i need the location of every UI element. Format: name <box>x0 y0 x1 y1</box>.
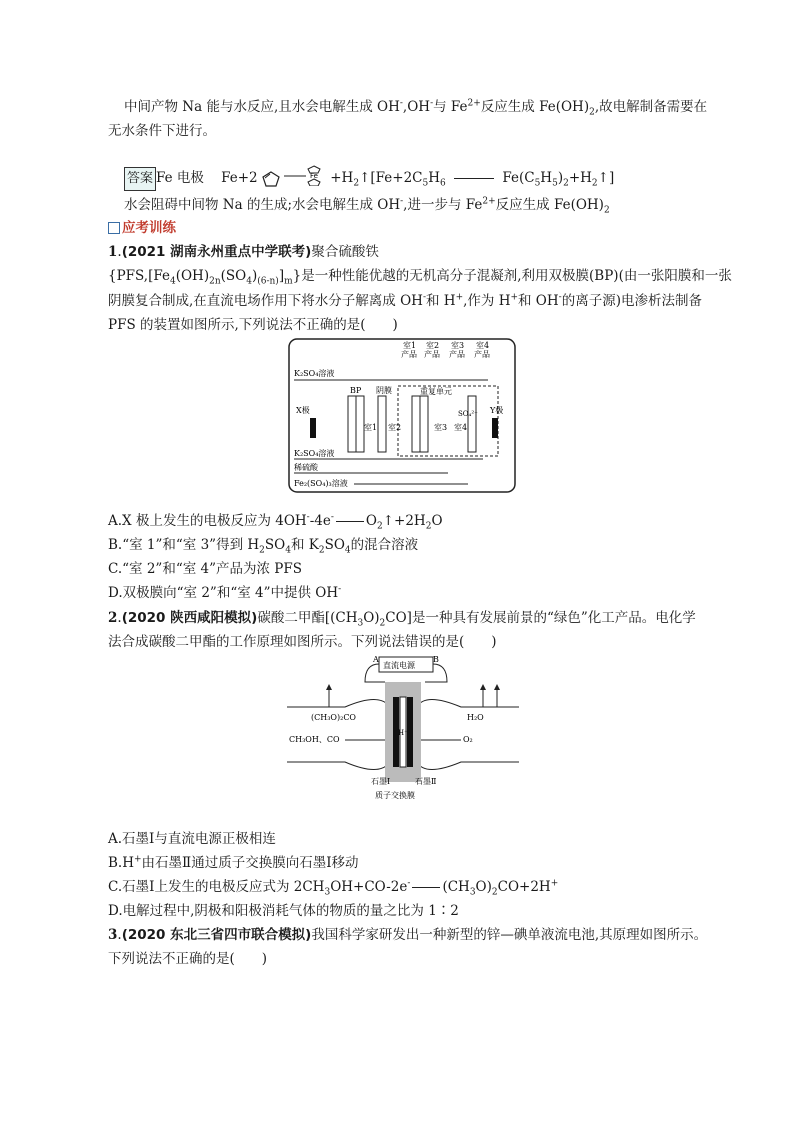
svg-text:X极: X极 <box>296 406 310 415</box>
q1-option-a: A.X 极上发生的电极反应为 4OH--4e- $O_2↑+2H_2O$ <box>108 512 443 532</box>
q3-line-2: 下列说法不正确的是( ) <box>108 951 268 967</box>
svg-text:CH₃OH、CO: CH₃OH、CO <box>289 735 340 744</box>
svg-text:质子交换膜: 质子交换膜 <box>375 791 415 800</box>
svg-text:K₂SO₄溶液: K₂SO₄溶液 <box>294 369 335 378</box>
q1-line-3: 阴膜复合制成,在直流电场作用下将水分子解离成 OH-和 H+,作为 H+和 OH-的离子源)电渗析法制备 <box>108 292 702 309</box>
svg-text:室1: 室1 <box>364 423 378 432</box>
svg-text:BP: BP <box>350 386 362 395</box>
answer-tag: 答案 <box>124 167 156 191</box>
svg-text:室3: 室3 <box>451 341 465 350</box>
section-heading: 应考训练 <box>108 217 176 239</box>
cyclopentadiene-icon <box>262 171 280 187</box>
svg-text:室2: 室2 <box>426 341 440 350</box>
q1-figure <box>288 338 516 494</box>
svg-text:产品: 产品 <box>449 350 465 359</box>
svg-text:石墨Ⅰ: 石墨Ⅰ <box>371 777 391 786</box>
svg-text:直流电源: 直流电源 <box>383 661 415 670</box>
svg-text:室4: 室4 <box>476 341 490 350</box>
q1-option-c: C.“室 2”和“室 4”产品为浓 PFS <box>108 561 302 577</box>
svg-text:A: A <box>373 655 379 664</box>
svg-text:产品: 产品 <box>401 350 417 359</box>
svg-text:室3: 室3 <box>434 423 448 432</box>
q1-option-d: D.双极膜向“室 2”和“室 4”中提供 OH- <box>108 584 342 601</box>
svg-text:(CH₃O)₂CO: (CH₃O)₂CO <box>311 713 356 722</box>
svg-text:室1: 室1 <box>403 341 417 350</box>
svg-text:室2: 室2 <box>388 423 402 432</box>
answer-line-2: 水会阻碍中间物 Na 的生成;水会电解生成 OH-,进一步与 $Fe^{2+}$反应生成 $Fe(OH)_2$ <box>124 196 610 216</box>
svg-text:阴膜: 阴膜 <box>376 386 392 395</box>
q1-heading: 1.(2021 湖南永州重点中学联考)聚合硫酸铁 <box>108 244 379 260</box>
q1-option-b: B.“室 1”和“室 3”得到 $H_2SO_4$和 $K_2SO_4$的混合溶液 <box>108 537 419 556</box>
svg-text:Fe: Fe <box>310 171 319 180</box>
q2-option-c: C.石墨Ⅰ上发生的电极反应式为 $2CH_3OH+CO-2e^-$ $(CH_3O)_2CO+2H^+$ <box>108 878 559 898</box>
svg-text:SO₄²⁻: SO₄²⁻ <box>458 410 478 418</box>
reaction-arrow <box>454 178 494 179</box>
q2-line-2: 法合成碳酸二甲酯的工作原理如图所示。下列说法错误的是( ) <box>108 634 497 650</box>
intro-line-2: 无水条件下进行。 <box>108 123 216 139</box>
q1-line-2: $\{PFS,[Fe_4(OH)_{2n}(SO_4)_{(6-n)}]_m\}$是一种性能优越的无机高分子混凝剂,利用双极膜(BP)(由一张阳膜和一张 <box>108 268 732 287</box>
svg-text:Fe₂(SO₄)₃溶液: Fe₂(SO₄)₃溶液 <box>294 479 348 488</box>
svg-text:O₂: O₂ <box>463 735 473 744</box>
q2-heading: 2.(2020 陕西咸阳模拟)碳酸二甲酯$[(CH_3O)_2CO]$是一种具有发展前景的“绿色”化工产品。电化学 <box>108 610 696 629</box>
q3-heading: 3.(2020 东北三省四市联合模拟)我国科学家研发出一种新型的锌—碘单液流电池,其原理如图所示。 <box>108 927 708 943</box>
svg-text:产品: 产品 <box>424 350 440 359</box>
q2-option-b: B.H+由石墨Ⅱ通过质子交换膜向石墨Ⅰ移动 <box>108 854 359 871</box>
svg-text:稀硫酸: 稀硫酸 <box>294 463 318 472</box>
svg-text:重复单元: 重复单元 <box>420 387 452 396</box>
q2-option-d: D.电解过程中,阴极和阳极消耗气体的物质的量之比为 1∶2 <box>108 903 459 919</box>
svg-text:B: B <box>433 655 439 664</box>
answer-line: 答案 Fe 电极 Fe+2 Fe $+H_2↑[Fe+2C_5H_6$ $Fe(C_5H_5)_2+H_2↑$] <box>124 167 614 191</box>
q2-figure <box>285 652 521 802</box>
q2-option-a: A.石墨Ⅰ与直流电源正极相连 <box>108 831 276 847</box>
svg-text:H⁺: H⁺ <box>398 729 408 737</box>
ferrocene-icon <box>284 168 330 190</box>
svg-text:H₂O: H₂O <box>467 713 484 722</box>
intro-line-1: 中间产物 Na 能与水反应,且水会电解生成 OH-,OH-与 $Fe^{2+}$反应生成 $Fe(OH)_2$,故电解制备需要在 <box>124 98 708 118</box>
svg-text:石墨Ⅱ: 石墨Ⅱ <box>415 777 437 786</box>
svg-text:室4: 室4 <box>454 423 468 432</box>
q1-line-4: PFS 的装置如图所示,下列说法不正确的是( ) <box>108 317 398 333</box>
svg-text:产品: 产品 <box>474 350 490 359</box>
checkbox-icon <box>108 222 120 234</box>
svg-text:K₂SO₄溶液: K₂SO₄溶液 <box>294 449 335 458</box>
svg-text:Y极: Y极 <box>490 406 504 415</box>
